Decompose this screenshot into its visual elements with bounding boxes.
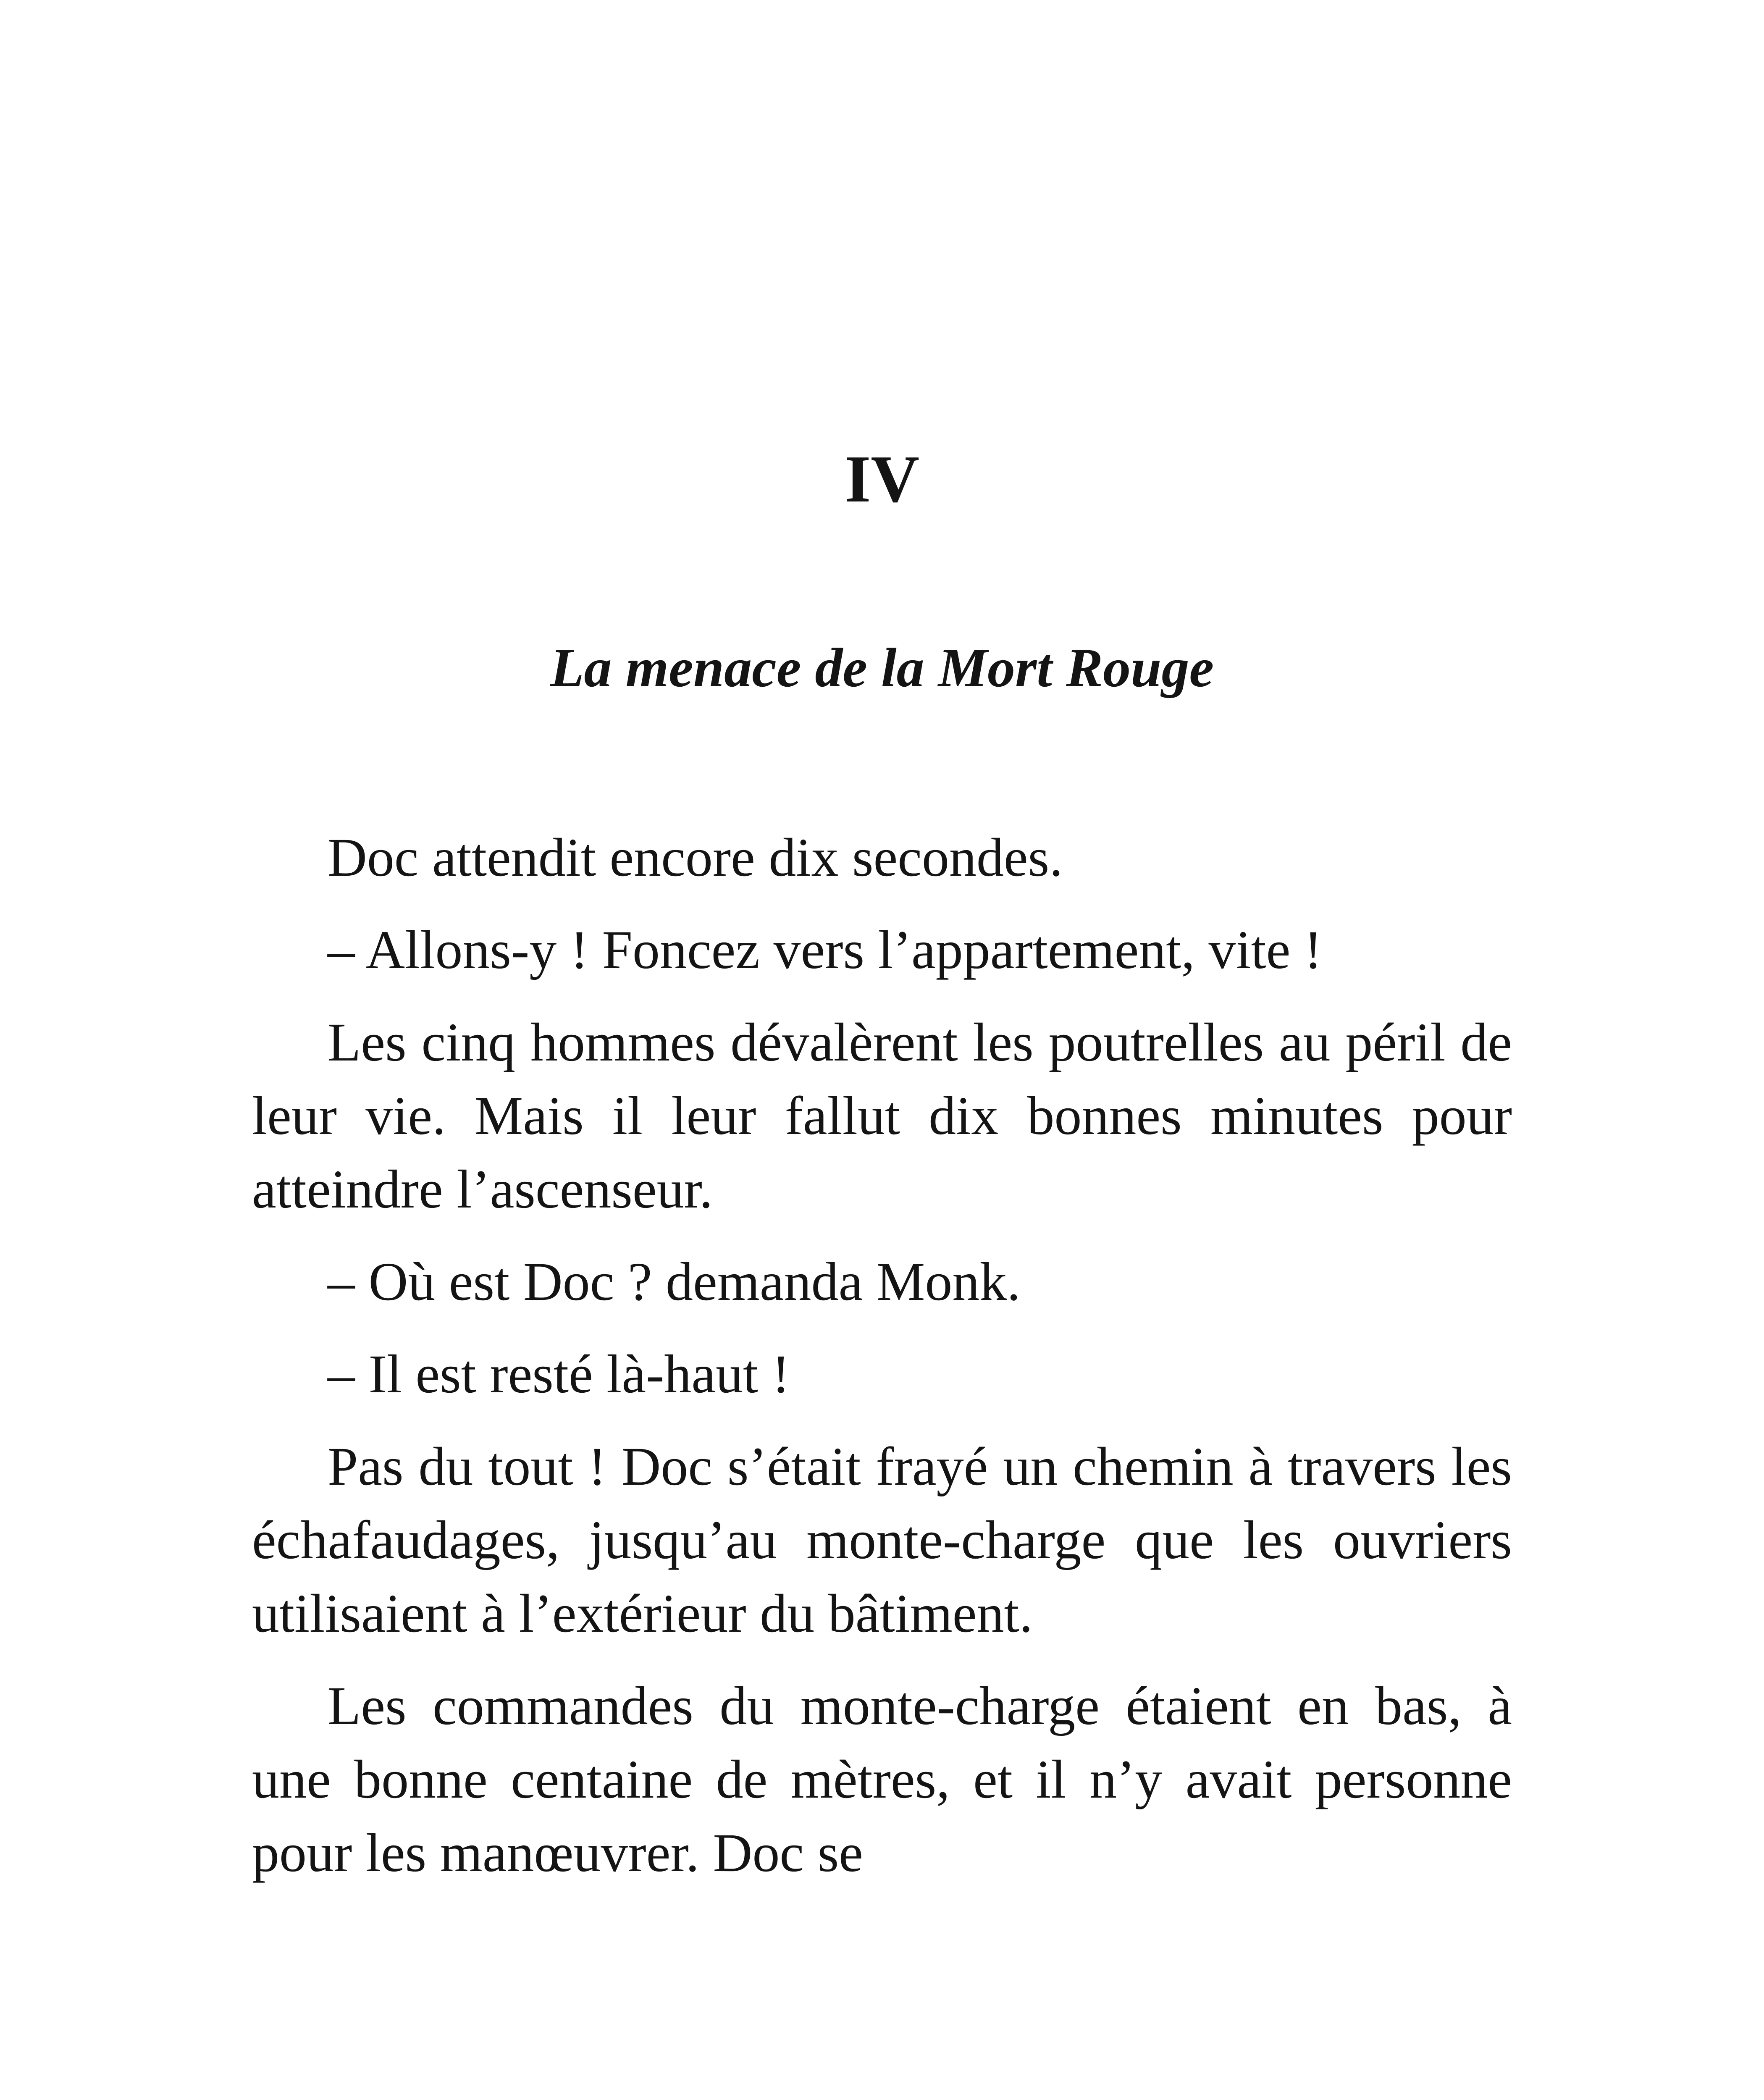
paragraph: – Allons-y ! Foncez vers l’appartement, vite !: [328, 920, 1323, 980]
chapter-number: IV: [845, 441, 919, 516]
paragraph: Doc attendit encore dix secondes.: [328, 827, 1063, 888]
paragraph: Pas du tout ! Doc s’était frayé un chemin à travers les échafaudages, jusqu’au monte-charge que les ouvriers utilisaient à l’extérieur du bâtiment.: [252, 1436, 1512, 1644]
paragraph: Les commandes du monte-charge étaient en bas, à une bonne centaine de mètres, et il n’y avait personne pour les manœuvrer. Doc se: [252, 1676, 1512, 1883]
chapter-title: La menace de la Mort Rouge: [550, 637, 1214, 698]
body-text: [252, 821, 1512, 1909]
paragraph: – Où est Doc ? demanda Monk.: [328, 1252, 1021, 1312]
paragraph: Les cinq hommes dévalèrent les poutrelles au péril de leur vie. Mais il leur fallut dix bonnes minutes pour atteindre l’ascenseur.: [252, 1012, 1512, 1220]
paragraph: – Il est resté là-haut !: [328, 1344, 790, 1404]
